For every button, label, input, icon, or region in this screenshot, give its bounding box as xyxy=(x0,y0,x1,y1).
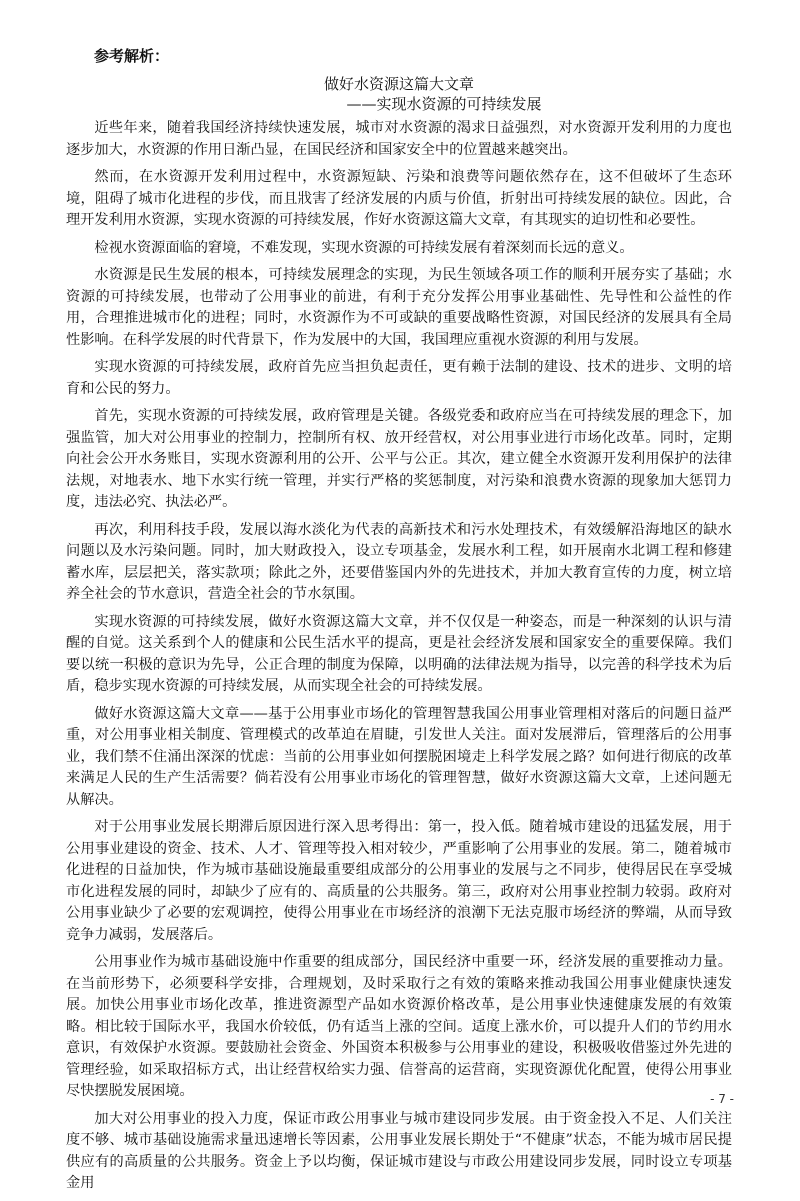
paragraph: 公用事业作为城市基础设施中作重要的组成部分，国民经济中重要一环，经济发展的重要推动力量。在当前形势下，必须要科学安排，合理规划，及时采取行之有效的策略来推动我国公用事业健康快速发展。加快公用事业市场化改革，推进资源型产品如水资源价格改革，是公用事业快速健康发展的有效策略。相比较于国际水平，我国水价较低，仍有适当上涨的空间。适度上涨水价，可以提升人们的节约用水意识，有效保护水资源。要鼓励社会资金、外国资本积极参与公用事业的建设，积极吸收借鉴过外先进的管理经验，如采取招标方式，出让经营权给实力强、信誉高的运营商，实现资源优化配置，使得公用事业尽快摆脱发展困境。 xyxy=(66,954,732,1099)
paragraph: 再次，利用科技手段，发展以海水淡化为代表的高新技术和污水处理技术，有效缓解沿海地区的缺水问题以及水污染问题。同时，加大财政投入，设立专项基金，发展水利工程，如开展南水北调工程和修建蓄水库，层层把关，落实款项；除此之外，还要借鉴国内外的先进技术，并加大教育宣传的力度，树立培养全社会的节水意识，营造全社会的节水氛围。 xyxy=(66,521,732,602)
paragraph: 近些年来，随着我国经济持续快速发展，城市对水资源的渴求日益强烈，对水资源开发利用的力度也逐步加大，水资源的作用日渐凸显，在国民经济和国家安全中的位置越来越突出。 xyxy=(66,120,732,158)
paragraph: 做好水资源这篇大文章——基于公用事业市场化的管理智慧我国公用事业管理相对落后的问题日益严重，对公用事业相关制度、管理模式的改革迫在眉睫，引发世人关注。面对发展滞后，管理落后的公用事业，我们禁不住涌出深深的忧虑：当前的公用事业如何摆脱困境走上科学发展之路？如何进行彻底的改革来满足人民的生产生活需要？倘若没有公用事业市场化的管理智慧，做好水资源这篇大文章，上述问题无从解决。 xyxy=(66,705,732,808)
paragraph: 实现水资源的可持续发展，政府首先应当担负起责任，更有赖于法制的建设、技术的进步、文明的培育和公民的努力。 xyxy=(66,359,732,397)
paragraph: 实现水资源的可持续发展，做好水资源这篇大文章，并不仅仅是一种姿态，而是一种深刻的认识与清醒的自觉。这关系到个人的健康和公民生活水平的提高，更是社会经济发展和国家安全的重要保障。我们要以统一积极的意识为先导，公正合理的制度为保障，以明确的法律法规为指导，以完善的科学技术为后盾，稳步实现水资源的可持续发展，从而实现全社会的可持续发展。 xyxy=(66,613,732,694)
paragraph: 加大对公用事业的投入力度，保证市政公用事业与城市建设同步发展。由于资金投入不足、人们关注度不够、城市基础设施需求量迅速增长等因素，公用事业发展长期处于“不健康”状态，不能为城市居民提供应有的高质量的公共服务。资金上予以均衡，保证城市建设与市政公用建设同步发展，同时设立专项基金用 xyxy=(66,1110,732,1191)
paragraph: 然而，在水资源开发利用过程中，水资源短缺、污染和浪费等问题依然存在，这不但破坏了生态环境，阻碍了城市化进程的步伐，而且戕害了经济发展的内质与价值，折射出可持续发展的缺位。因此，合理开发利用水资源，实现水资源的可持续发展，作好水资源这篇大文章，有其现实的迫切性和必要性。 xyxy=(66,169,732,228)
paragraph: 对于公用事业发展长期滞后原因进行深入思考得出：第一，投入低。随着城市建设的迅猛发展，用于公用事业建设的资金、技术、人才、管理等投入相对较少，严重影响了公用事业的发展。第二，随着城市化进程的日益加快，作为城市基础设施最重要组成部分的公用事业的发展与之不同步，使得居民在享受城市化进程发展的同时，却缺少了应有的、高质量的公共服务。第三，政府对公用事业控制力较弱。政府对公用事业缺少了必要的宏观调控，使得公用事业在市场经济的浪潮下无法克服市场经济的弊端，从而导致竞争力减弱，发展落后。 xyxy=(66,819,732,943)
answer-heading: 参考解析： xyxy=(94,47,170,65)
essay-body xyxy=(66,118,732,1195)
paragraph: 检视水资源面临的窘境，不难发现，实现水资源的可持续发展有着深刻而长远的意义。 xyxy=(94,239,634,256)
page-number: - 7 - xyxy=(710,1092,734,1106)
essay-title: 做好水资源这篇大文章 xyxy=(323,75,474,93)
document-page xyxy=(66,46,732,1201)
paragraph: 水资源是民生发展的根本，可持续发展理念的实现，为民生领域各项工作的顺利开展夯实了基础；水资源的可持续发展，也带动了公用事业的前进，有利于充分发挥公用事业基础性、先导性和公益性的作用，合理推进城市化的进程；同时，水资源作为不可或缺的重要战略性资源，对国民经济的发展具有全局性影响。在科学发展的时代背景下，作为发展中的大国，我国理应重视水资源的利用与发展。 xyxy=(66,267,732,348)
essay-subtitle: ——实现水资源的可持续发展 xyxy=(346,95,542,113)
paragraph: 首先，实现水资源的可持续发展，政府管理是关键。各级党委和政府应当在可持续发展的理念下，加强监管，加大对公用事业的控制力，控制所有权、放开经营权，对公用事业进行市场化改革。同时，定期向社会公开水务账目，实现水资源利用的公开、公平与公正。其次，建立健全水资源开发利用保护的法律法规，对地表水、地下水实行统一管理，并实行严格的奖惩制度，对污染和浪费水资源的现象加大惩罚力度，违法必究、执法必严。 xyxy=(66,408,732,510)
